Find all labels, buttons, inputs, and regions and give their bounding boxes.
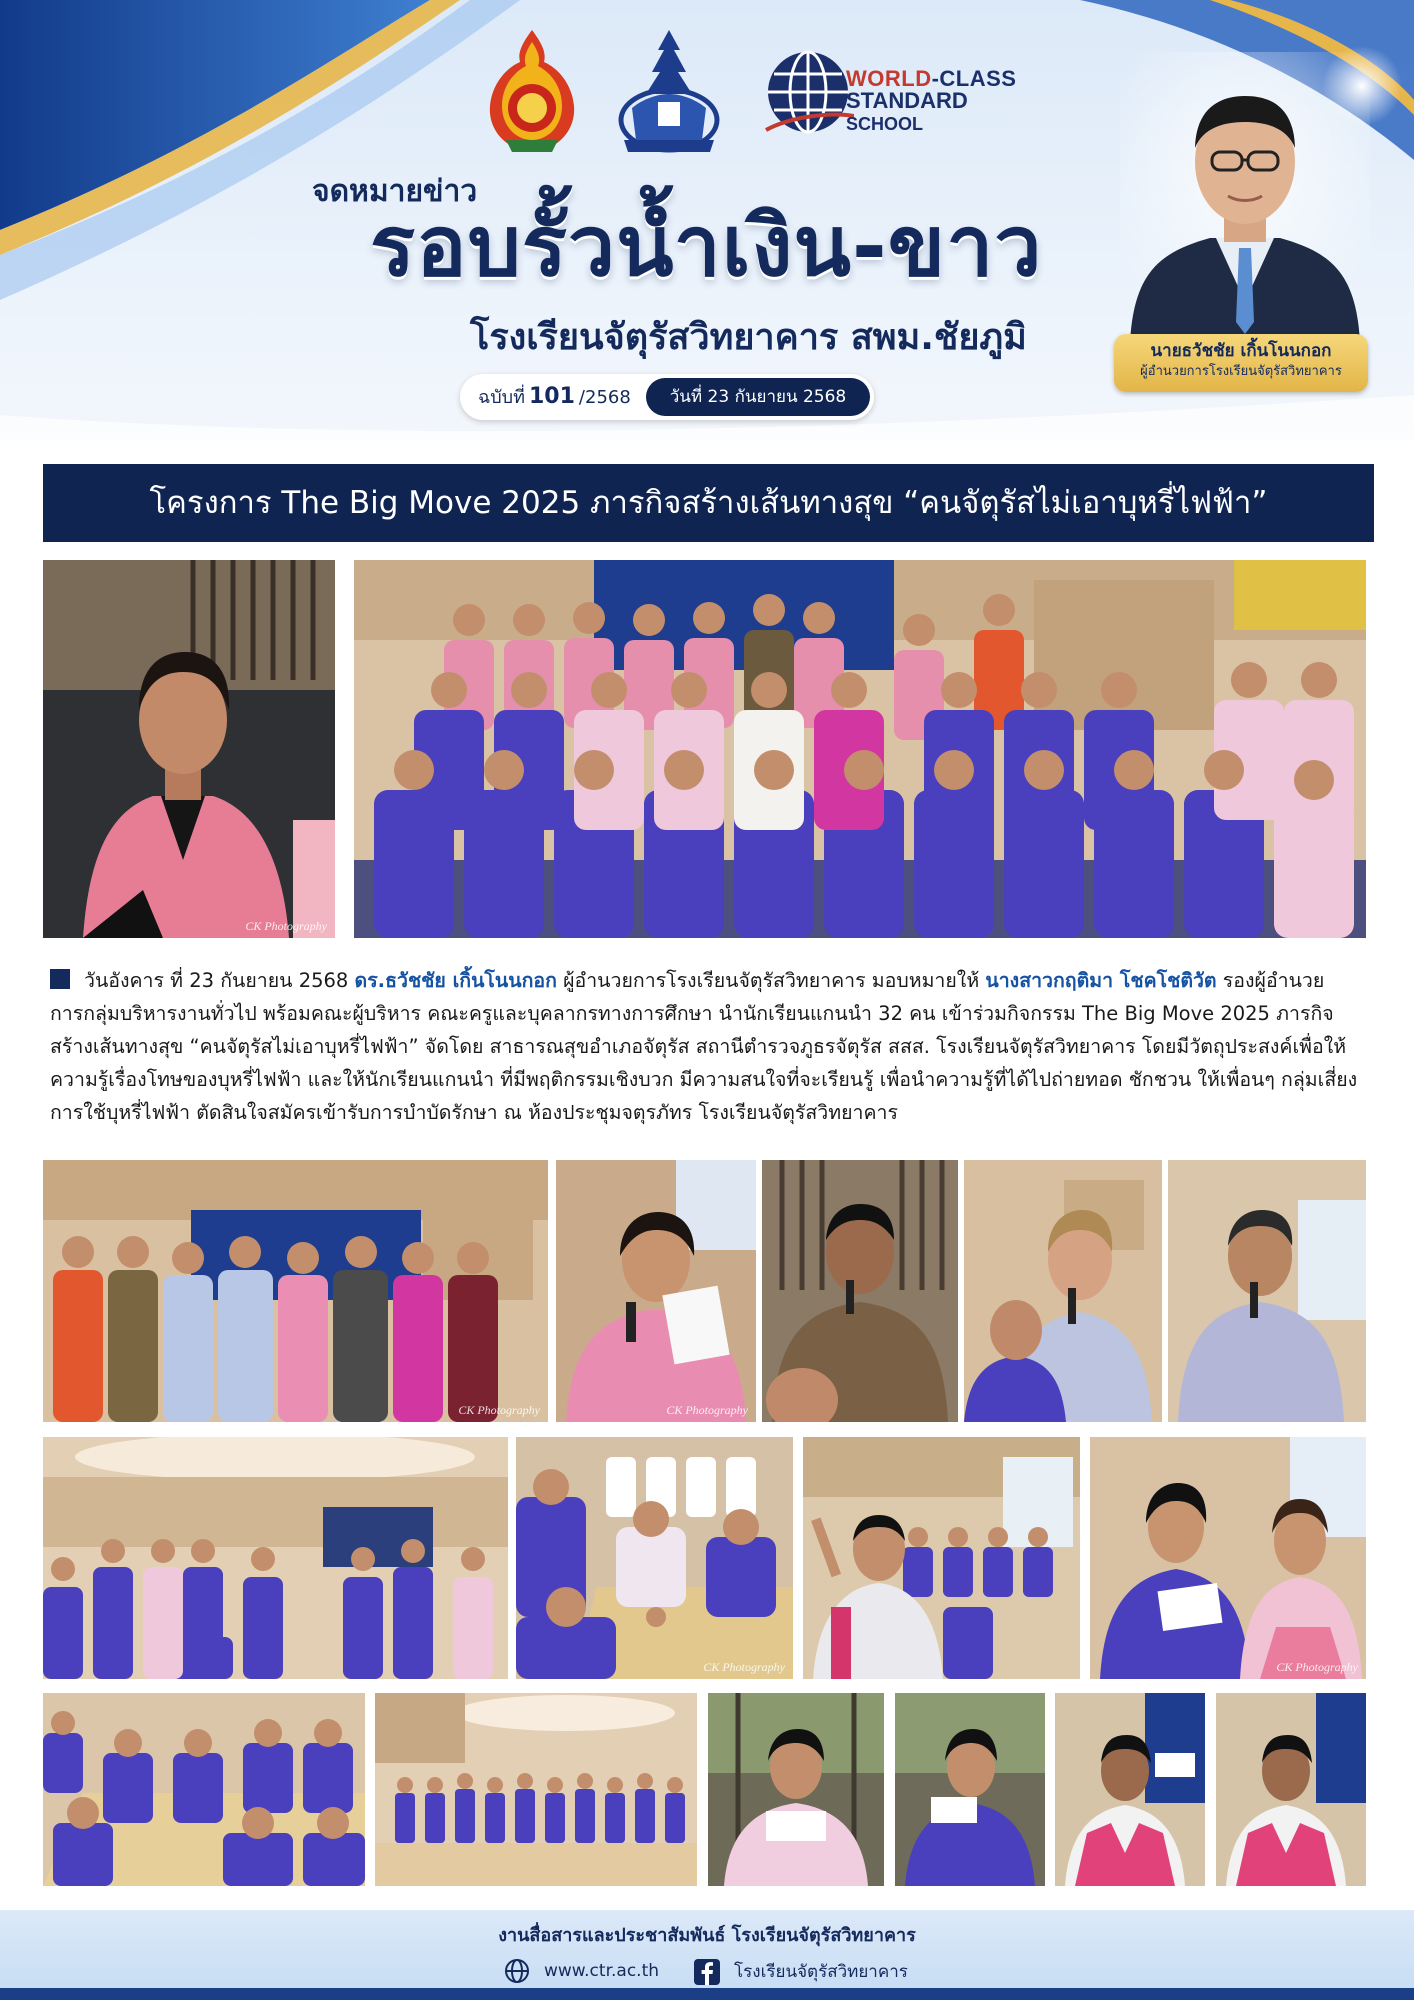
header-banner bbox=[0, 0, 1414, 440]
wcss-word-standard: STANDARD bbox=[846, 88, 968, 113]
photo-row2-student-and-teacher bbox=[1090, 1437, 1366, 1679]
issue-badge bbox=[460, 374, 874, 420]
photo-row1-speaker-woman-1 bbox=[556, 1160, 756, 1422]
footer-website-text: www.ctr.ac.th bbox=[544, 1961, 660, 1981]
footer bbox=[0, 1910, 1414, 2000]
page-title: รอบรั้วน้ำเงิน-ขาว bbox=[370, 197, 1043, 295]
article-name-vice-director: นางสาวกฤติมา โชคโชติวัต bbox=[985, 969, 1217, 992]
footer-facebook-text: โรงเรียนจัตุรัสวิทยาคาร bbox=[734, 1962, 908, 1982]
article-text-part3: รองผู้อำนวยการกลุ่มบริหารงานทั่วไป พร้อมคณะผู้บริหาร คณะครูและบุคลากรทางการศึกษา นำนักเรียนแกนนำ 32 คน เข้าร่วมกิจกรรม The Big Move 2025 ภารกิจสร้างเส้นทางสุข “คนจัตุรัสไม่เอาบุหรี่ไฟฟ้า” จัดโดย สาธารณสุขอำเภอจัตุรัส สถานีตำรวจภูธรจัตุรัส สสส. โรงเรียนจัตุรัสวิทยาคาร โดยมีวัตถุประสงค์เพื่อให้ความรู้เรื่องโทษของบุหรี่ไฟฟ้า และให้นักเรียนแกนนำ ที่มีพฤติกรรมเชิงบวก มีความสนใจที่จะเรียนรู้ เพื่อนำความรู้ที่ได้ไปถ่ายทอด ชักชวน ให้เพื่อนๆ กลุ่มเสี่ยงการใช้บุหรี่ไฟฟ้า ตัดสินใจสมัครเข้ารับการบำบัดรักษา ณ ห้องประชุมจตุรภัทร โรงเรียนจัตุรัสวิทยาคาร bbox=[50, 969, 1358, 1124]
director-name-badge bbox=[1114, 334, 1368, 392]
article-name-director: ดร.ธวัชชัย เกิ้นโนนกอก bbox=[354, 969, 557, 992]
footer-accent-bar bbox=[0, 1988, 1414, 2000]
issue-year: /2568 bbox=[578, 387, 631, 408]
photo-row3-student-speaker-1 bbox=[708, 1693, 884, 1886]
globe-icon bbox=[504, 1958, 530, 1984]
world-class-standard-school-logo bbox=[762, 46, 1032, 146]
footer-facebook-link[interactable] bbox=[694, 1958, 908, 1984]
photo-row1-speaker-woman-2 bbox=[964, 1160, 1162, 1422]
photo-vice-director bbox=[43, 560, 335, 938]
issue-date: วันที่ 23 กันยายน 2568 bbox=[646, 378, 870, 416]
article-text-part2: ผู้อำนวยการโรงเรียนจัตุรัสวิทยาคาร มอบหมายให้ bbox=[556, 969, 986, 992]
photo-row1-speaker-man bbox=[1168, 1160, 1366, 1422]
photo-row1-guests bbox=[43, 1160, 548, 1422]
photo-watermark: CK Photography bbox=[1276, 1660, 1358, 1674]
photo-row1-police-speaker bbox=[762, 1160, 958, 1422]
article-body bbox=[50, 964, 1368, 1129]
photo-row2-students-table bbox=[516, 1437, 793, 1679]
school-name: โรงเรียนจัตุรัสวิทยาคาร สพม.ชัยภูมิ bbox=[470, 317, 1027, 358]
footer-website-link[interactable] bbox=[504, 1958, 659, 1984]
photo-group-main bbox=[354, 560, 1366, 938]
wcss-word-school: SCHOOL bbox=[846, 114, 924, 134]
wcss-word-class: -CLASS bbox=[931, 66, 1017, 91]
photo-row3-man-with-mic-2 bbox=[1216, 1693, 1366, 1886]
bullet-square-icon bbox=[50, 969, 70, 989]
photo-watermark: CK Photography bbox=[703, 1660, 785, 1674]
issue-prefix: ฉบับที่ bbox=[478, 387, 525, 408]
photo-row3-student-speaker-2 bbox=[895, 1693, 1045, 1886]
school-emblem-icon bbox=[614, 28, 724, 156]
photo-watermark: CK Photography bbox=[245, 919, 327, 933]
facebook-icon bbox=[694, 1959, 720, 1985]
director-title: ผู้อำนวยการโรงเรียนจัตุรัสวิทยาคาร bbox=[1140, 364, 1342, 379]
article-headline: โครงการ The Big Move 2025 ภารกิจสร้างเส้นทางสุข “คนจัตุรัสไม่เอาบุหรี่ไฟฟ้า” bbox=[43, 464, 1374, 542]
director-portrait bbox=[1120, 52, 1370, 342]
photo-row3-man-with-mic-1 bbox=[1055, 1693, 1205, 1886]
director-name: นายธวัชชัย เกิ้นโนนกอก bbox=[1150, 341, 1332, 361]
globe-icon bbox=[762, 46, 854, 138]
photo-row2-raising-hands bbox=[803, 1437, 1080, 1679]
issue-number: 101 bbox=[528, 384, 575, 409]
photo-row3-hall-overview bbox=[375, 1693, 697, 1886]
obec-emblem-icon bbox=[486, 28, 578, 154]
photo-row2-meeting-room bbox=[43, 1437, 508, 1679]
photo-watermark: CK Photography bbox=[666, 1403, 748, 1417]
newsletter-label: จดหมายข่าว bbox=[312, 174, 478, 209]
wcss-word-world: WORLD bbox=[846, 66, 932, 91]
article-text-part1: วันอังคาร ที่ 23 กันยายน 2568 bbox=[84, 969, 355, 992]
photo-row3-students-activity bbox=[43, 1693, 365, 1886]
footer-title: งานสื่อสารและประชาสัมพันธ์ โรงเรียนจัตุรัสวิทยาคาร bbox=[498, 1925, 916, 1946]
photo-watermark: CK Photography bbox=[458, 1403, 540, 1417]
